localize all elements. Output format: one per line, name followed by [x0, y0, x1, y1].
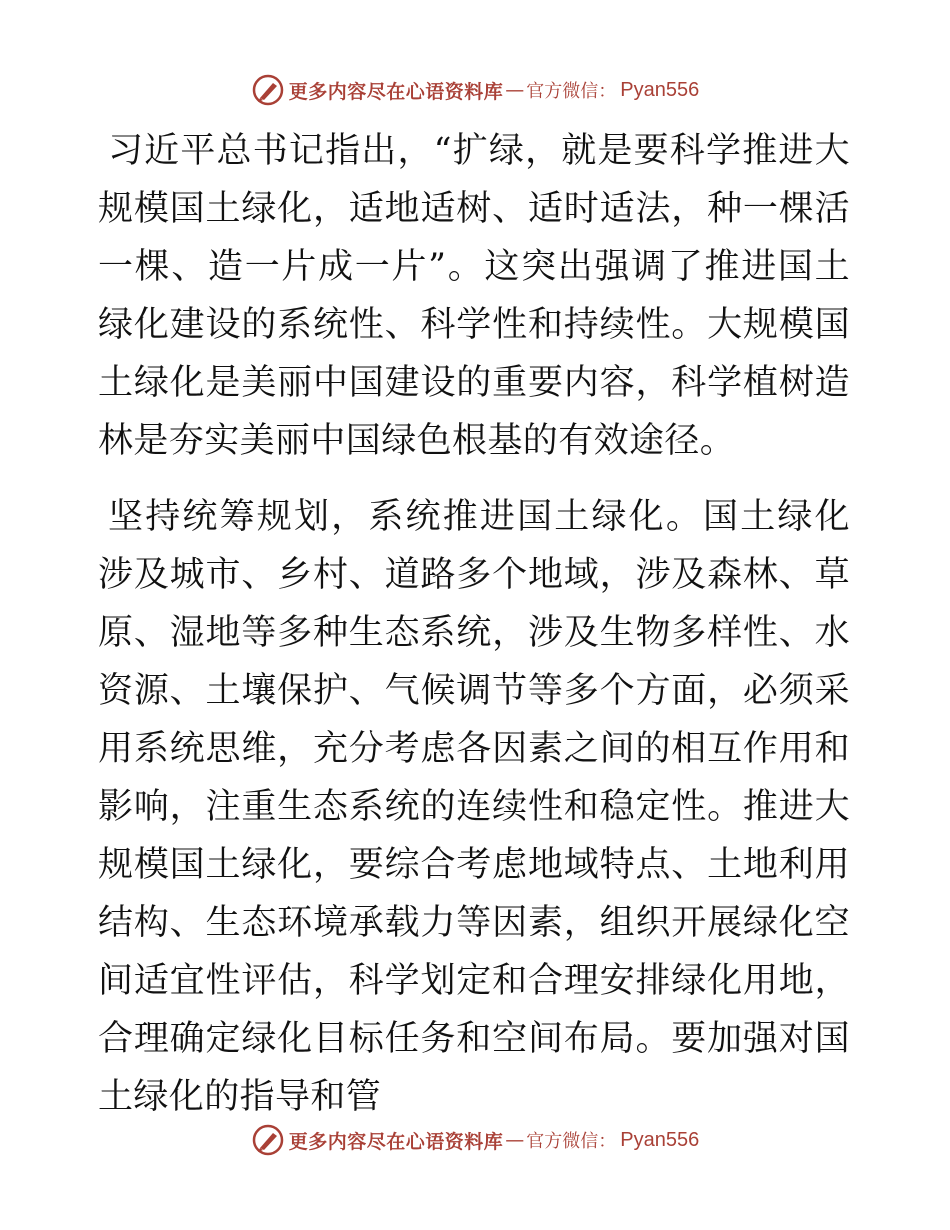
watermark-wechat-id: Pyan556: [620, 1128, 700, 1151]
paragraph: 坚持统筹规划，系统推进国土绿化。国土绿化涉及城市、乡村、道路多个地域，涉及森林、草原、湿地等多种生态系统，涉及生物多样性、水资源、土壤保护、气候调节等多个方面，必须采用系统思维，充分考虑各因素之间的相互作用和影响，注重生态系统的连续性和稳定性。推进大规模国土绿化，要综合考虑地域特点、土地利用结构、生态环境承载力等因素，组织开展绿化空间适宜性评估，科学划定和合理安排绿化用地，合理确定绿化目标任务和空间布局。要加强对国土绿化的指导和管: [98, 497, 850, 1117]
pen-logo-icon: [251, 73, 285, 107]
watermark-wechat-id: Pyan556: [620, 78, 700, 101]
watermark-label: 官方微信：: [526, 1131, 617, 1152]
document-body: [98, 122, 850, 1126]
watermark-separator: —: [505, 1129, 525, 1151]
header-watermark: [0, 70, 950, 110]
footer-watermark: [0, 1120, 950, 1160]
watermark-text: 更多内容尽在心语资料库: [288, 80, 504, 103]
pen-logo-icon: [251, 1123, 285, 1157]
paragraph: 习近平总书记指出，“扩绿，就是要科学推进大规模国土绿化，适地适树、适时适法，种一棵活一棵、造一片成一片”。这突出强调了推进国土绿化建设的系统性、科学性和持续性。大规模国土绿化是美丽中国建设的重要内容，科学植树造林是夯实美丽中国绿色根基的有效途径。: [98, 131, 850, 461]
watermark-label: 官方微信：: [526, 81, 617, 102]
watermark-text: 更多内容尽在心语资料库: [288, 1130, 504, 1153]
watermark-separator: —: [505, 79, 525, 101]
